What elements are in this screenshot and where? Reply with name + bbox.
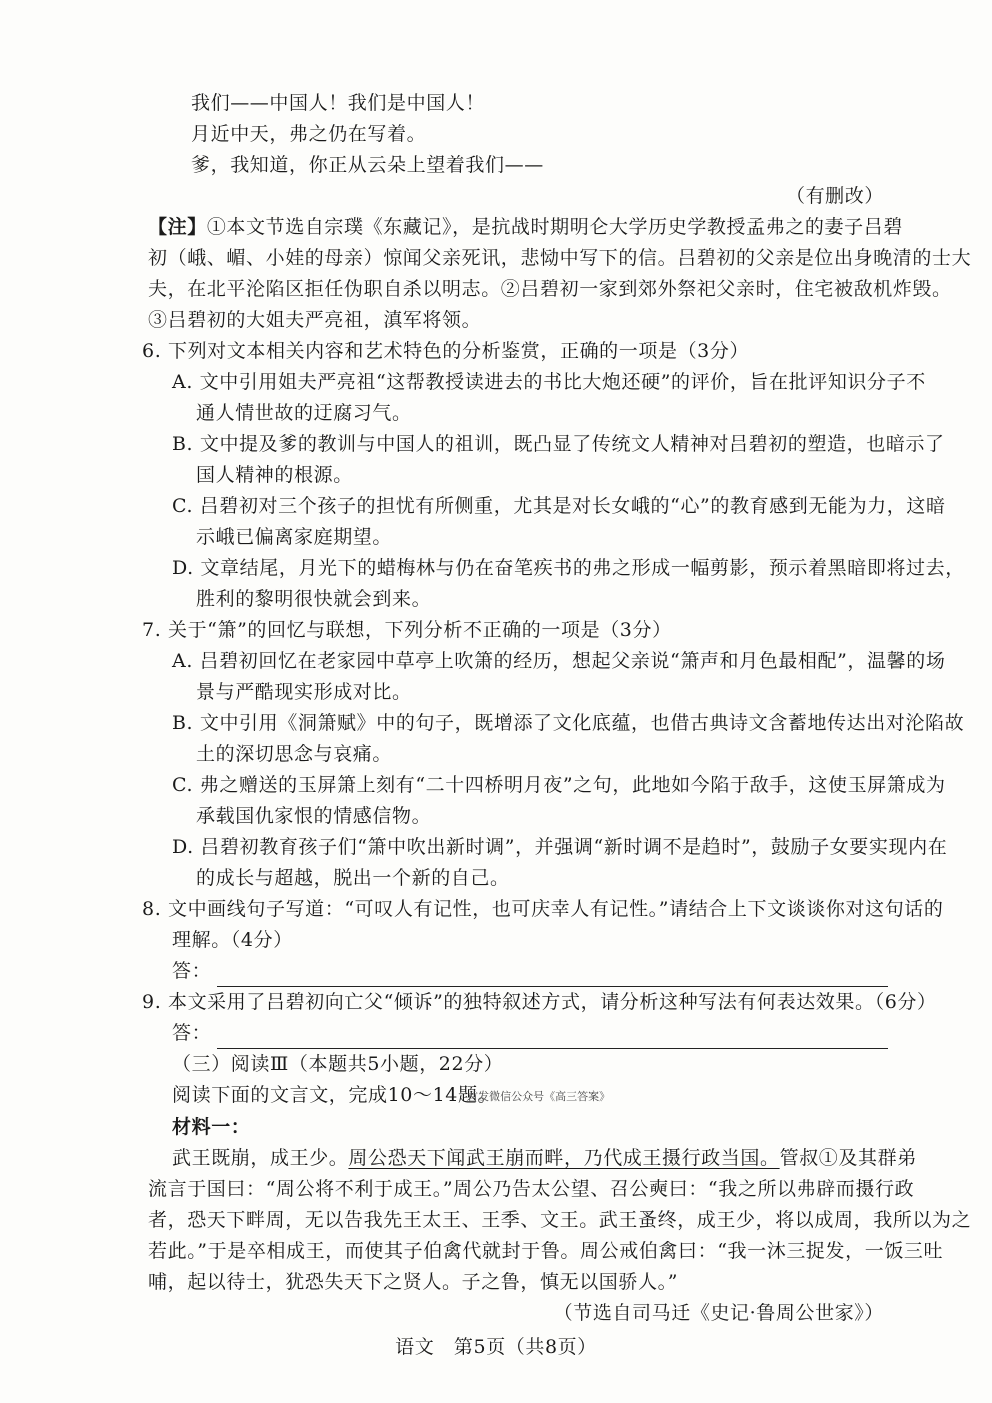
q7-option-c-cont: 承载国仇家恨的情感信物。 [196,805,432,827]
q7-option-c: C. 弗之赠送的玉屏箫上刻有“二十四桥明月夜”之句，此地如今陷于敌手，这使玉屏箫成为 [172,774,946,796]
note-line [148,212,903,243]
note-line: 夫，在北平沦陷区拒任伪职自杀以明志。②吕碧初一家到郊外祭祀父亲时，住宅被敌机炸毁。 [148,278,952,300]
classical-text-line: 哺，起以待士，犹恐失天下之贤人。子之鲁，慎无以国骄人。” [148,1270,679,1293]
classical-text-line: 若此。”于是卒相成王，而使其子伯禽代就封于鲁。周公戒伯禽曰：“我一沐三捉发，一饭三吐 [148,1239,944,1262]
page-content [142,88,972,1329]
source-note: （有删改） [785,185,884,207]
q6-option-a: A. 文中引用姐夫严亮祖“这帮教授读进去的书比大炮还硬”的评价，旨在批评知识分子不 [172,371,926,393]
question-7-stem: 7. 关于“箫”的回忆与联想，下列分析不正确的一项是（3分） [142,619,672,641]
question-8-stem-cont: 理解。（4分） [172,929,293,951]
q6-option-b-cont: 国人精神的根源。 [196,464,353,486]
q8-answer-row [148,956,888,987]
q8-answer-label: 答： [172,960,212,982]
q6-option-a-cont: 通人情世故的迂腐习气。 [196,402,412,424]
q9-answer-label: 答： [172,1022,212,1044]
q9-answer-line[interactable] [217,1026,888,1049]
classical-text: 武王既崩，成王少。 [172,1146,349,1169]
q6-option-b: B. 文中提及爹的教训与中国人的祖训，既凸显了传统文人精神对吕碧初的塑造，也暗示了 [172,433,945,455]
q9-answer-row [148,1018,888,1049]
q7-option-b: B. 文中引用《洞箫赋》中的句子，既增添了文化底蕴，也借古典诗文含蓄地传达出对沦陷故 [172,712,965,734]
q6-option-d: D. 文章结尾，月光下的蜡梅林与仍在奋笔疾书的弗之形成一幅剪影，预示着黑暗即将过去， [172,557,965,579]
classical-text-line: 者，恐天下畔周，无以告我先王太王、王季、文王。武王蚤终，成王少，将以成周，我所以为之 [148,1208,972,1231]
q8-answer-line[interactable] [217,964,888,987]
note-mark: 【注】 [148,216,207,238]
note-line: 初（峨、嵋、小娃的母亲）惊闻父亲死讯，悲恸中写下的信。吕碧初的父亲是位出身晚清的士大 [148,247,972,269]
q7-option-a-cont: 景与严酷现实形成对比。 [196,681,412,703]
instruction-text: 阅读下面的文言文，完成10～14题。 [172,1084,498,1106]
poem-line: 月近中天，弗之仍在写着。 [191,123,427,145]
underlined-sentence: 周公恐天下闻武王崩而畔，乃代成王摄行政当国。 [348,1146,780,1169]
note-text: ①本文节选自宗璞《东藏记》，是抗战时期明仑大学历史学教授孟弗之的妻子吕碧 [206,216,903,238]
classical-source: （节选自司马迁《史记·鲁周公世家》） [553,1301,884,1324]
section-3-title: （三）阅读Ⅲ（本题共5小题，22分） [172,1053,504,1075]
poem-line: 我们——中国人！我们是中国人！ [191,92,486,114]
q7-option-d-cont: 的成长与超越，脱出一个新的自己。 [196,867,510,889]
question-9-stem: 9. 本文采用了吕碧初向亡父“倾诉”的独特叙述方式，请分析这种写法有何表达效果。（6分） [142,991,937,1013]
section-3-instruction [148,1080,888,1112]
question-6-stem: 6. 下列对文本相关内容和艺术特色的分析鉴赏，正确的一项是（3分） [142,340,750,362]
material-label: 材料一： [172,1115,251,1138]
classical-text-line: 流言于国曰：“周公将不利于成王。”周公乃告太公望、召公奭曰：“我之所以弗辟而摄行政 [148,1177,915,1200]
question-8-stem: 8. 文中画线句子写道：“可叹人有记性，也可庆幸人有记性。”请结合上下文谈谈你对这句话的 [142,898,944,920]
watermark: 首发微信公众号《高三答案》 [467,1089,611,1103]
q6-option-d-cont: 胜利的黎明很快就会到来。 [196,588,432,610]
q7-option-a: A. 吕碧初回忆在老家园中草亭上吹箫的经历，想起父亲说“箫声和月色最相配”，温馨的场 [172,650,946,672]
note-line: ③吕碧初的大姐夫严亮祖，滇军将领。 [148,309,482,331]
q6-option-c: C. 吕碧初对三个孩子的担忧有所侧重，尤其是对长女峨的“心”的教育感到无能为力，这暗 [172,495,946,517]
q6-option-c-cont: 示峨已偏离家庭期望。 [196,526,393,548]
classical-text: 管叔①及其群弟 [779,1146,917,1169]
q7-option-b-cont: 土的深切思念与哀痛。 [196,743,393,765]
poem-line: 爹，我知道，你正从云朵上望着我们—— [191,154,544,176]
q7-option-d: D. 吕碧初教育孩子们“箫中吹出新时调”，并强调“新时调不是趋时”，鼓励子女要实现内在 [172,836,948,858]
classical-text-line [148,1143,917,1174]
page-footer: 语文 第5页（共8页） [395,1336,597,1358]
